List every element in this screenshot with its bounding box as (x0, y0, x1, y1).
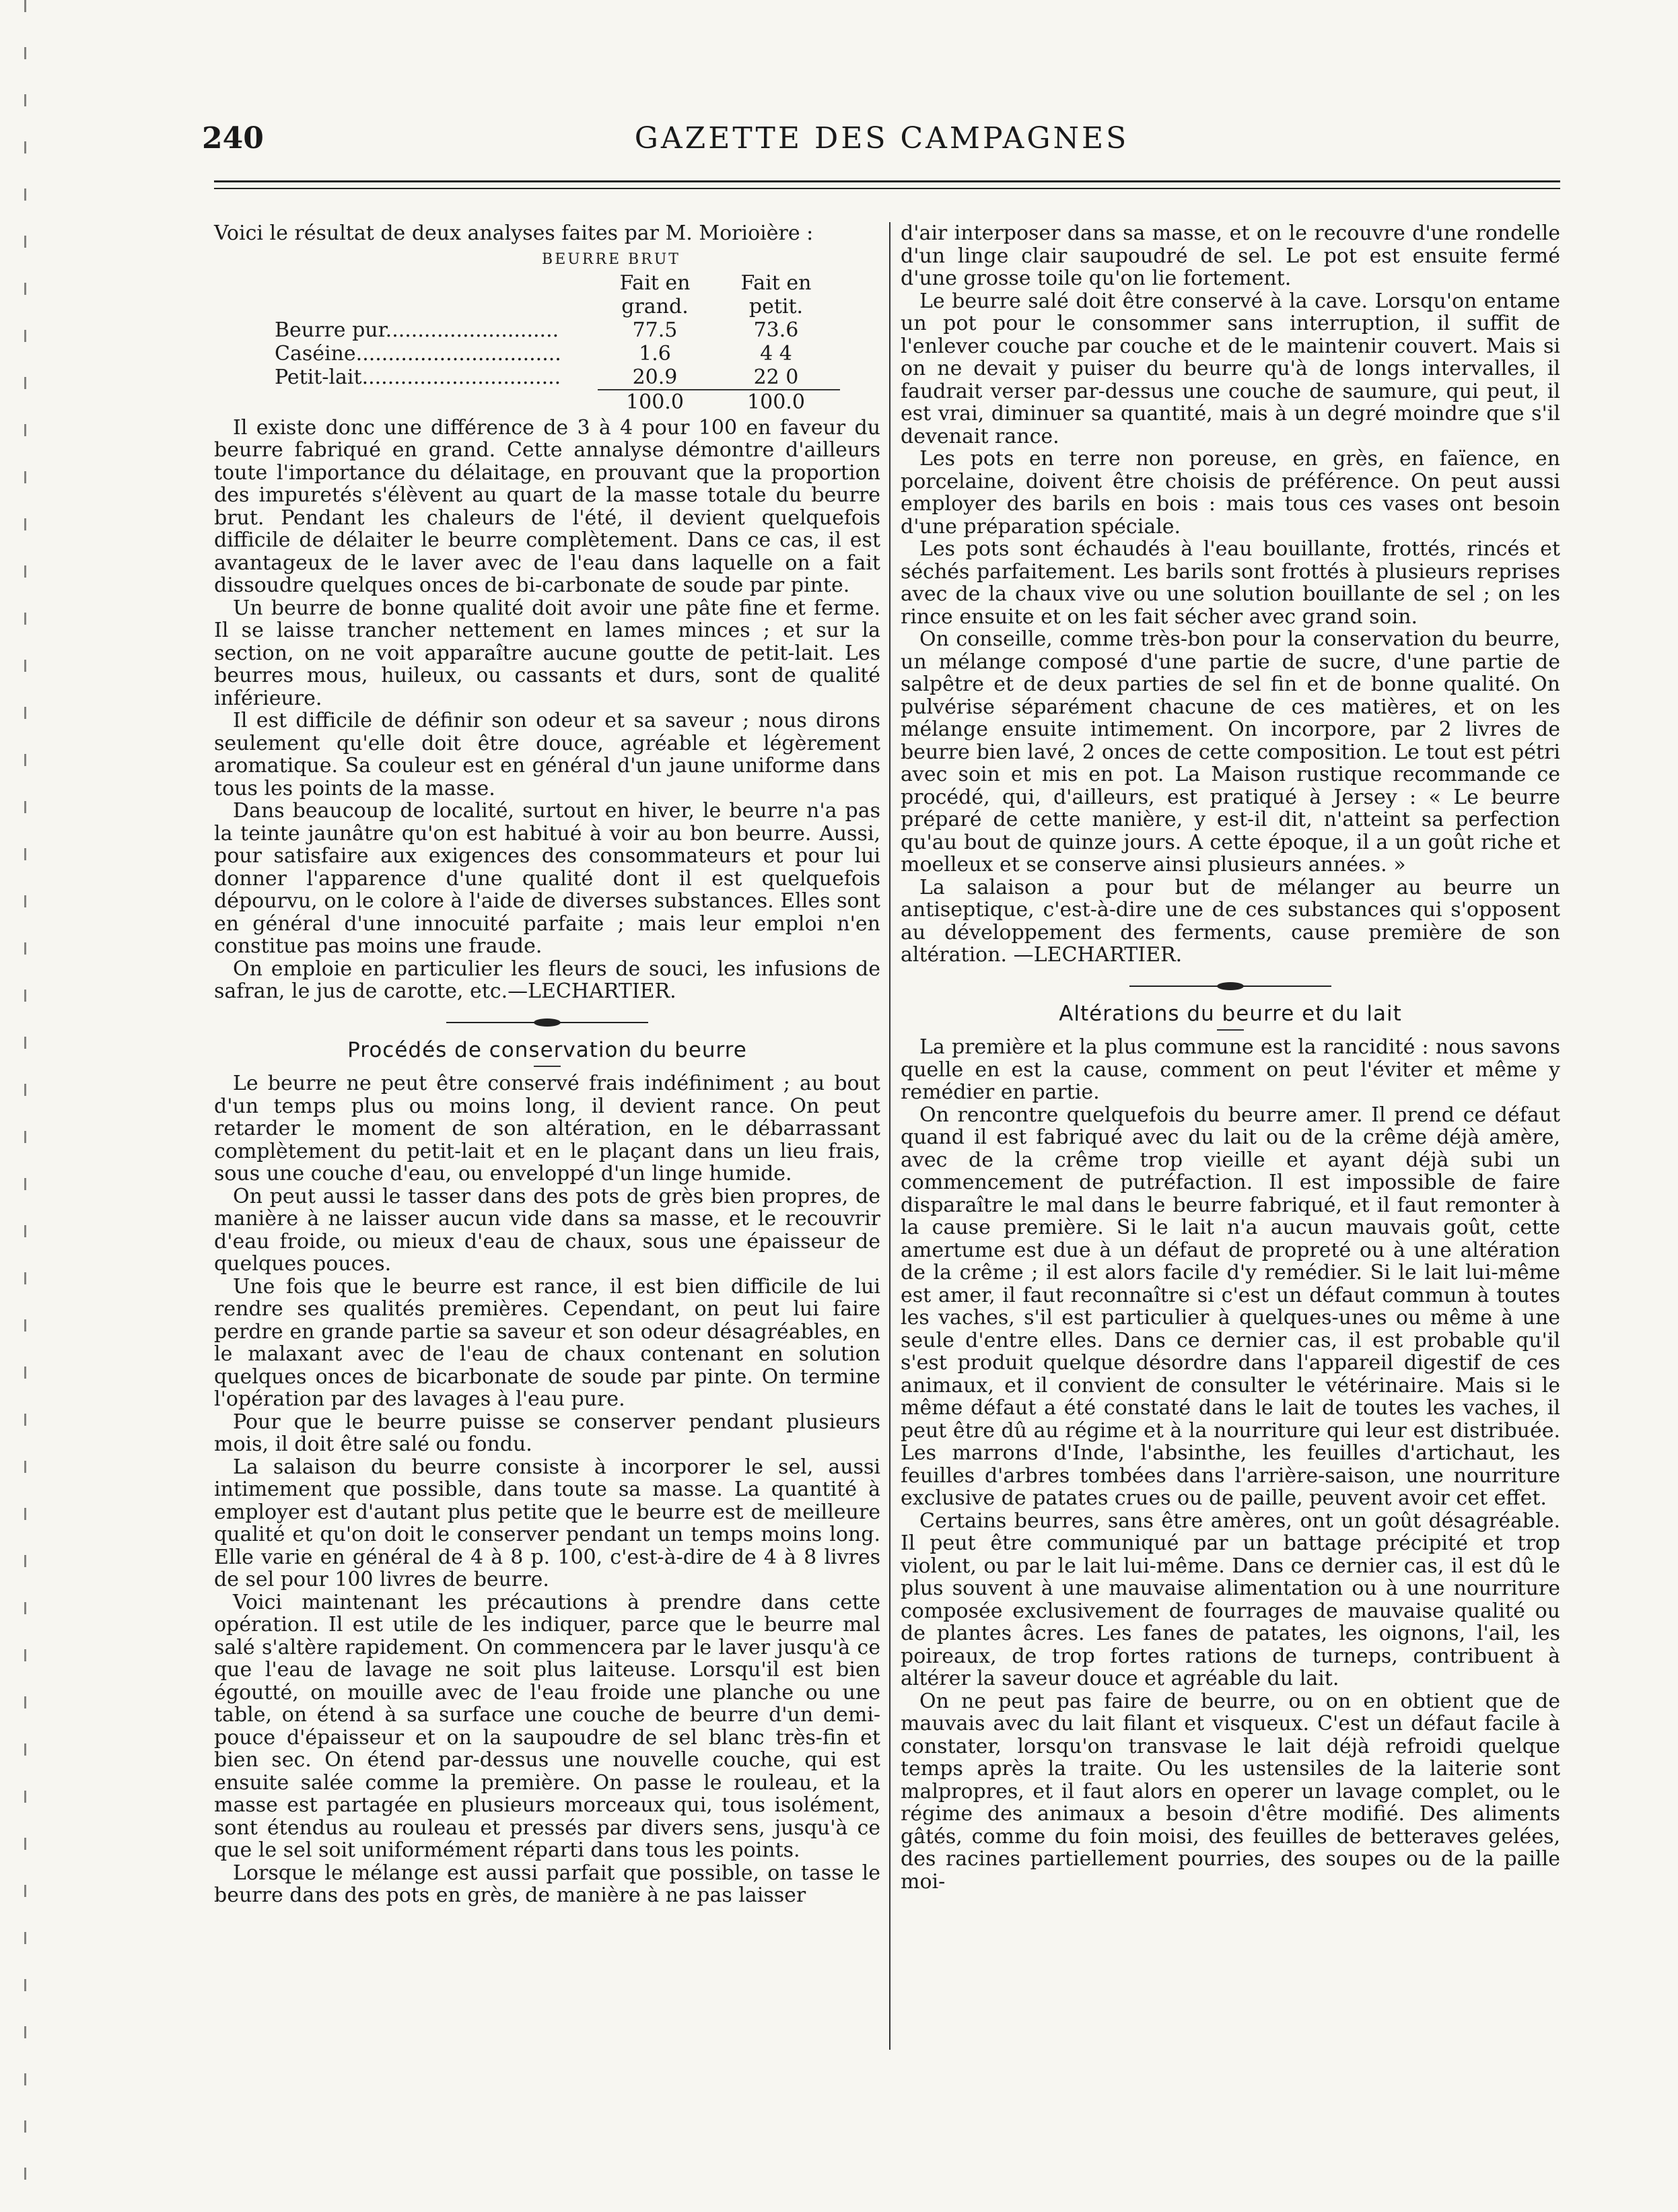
article-paragraph: On emploie en particulier les fleurs de souci, les infusions de safran, le jus de carotte, etc.—LECHARTIER. (214, 957, 880, 1003)
section-ornament (446, 1018, 648, 1027)
table-cell: 4 4 (760, 341, 792, 366)
article-paragraph: Un beurre de bonne qualité doit avoir une pâte fine et ferme. Il se laisse trancher nettement en lames minces ; et sur la section, on ne voit apparaître aucune goutte de petit-lait. Les beurres mous, huileux, ou cassants et durs, sont de qualité inférieure. (214, 596, 880, 710)
article-paragraph: Voici maintenant les précautions à prendre dans cette opération. Il est utile de les indiquer, parce que le beurre mal salé s'altère rapidement. On commencera par le laver jusqu'à ce que l'eau de lavage ne soit plus laiteuse. Lorsqu'il est bien égoutté, on mouille avec de l'eau froide une planche ou une table, on étend à sa surface une couche de beurre d'un demi-pouce d'épaisseur et on la saupoudre de sel blanc très-fin et bien sec. On étend par-dessus une nouvelle couche, qui est ensuite salée comme la première. On passe le rouleau, et la masse est partagée en plusieurs morceaux qui, tous isolément, sont étendus au rouleau et pressés par divers sens, jusqu'à ce que le sel soit uniformément réparti dans tous les points. (214, 1590, 880, 1862)
table-row-label: Petit-lait............................... (275, 365, 561, 389)
article-paragraph: La salaison a pour but de mélanger au beurre un antiseptique, c'est-à-dire une de ces substances qui s'opposent au développement des ferments, cause première de son altération. —LECHARTIER. (901, 875, 1560, 967)
article-paragraph: On peut aussi le tasser dans des pots de grès bien propres, de manière à ne laisser aucun vide dans sa masse, et le recouvrir d'eau froide, ou mieux d'eau de chaux, sous une épaisseur de quelques pouces. (214, 1184, 880, 1276)
page-header (202, 116, 1562, 163)
section-title: Altérations du beurre et du lait (1059, 1001, 1402, 1026)
table-cell: 22 0 (753, 365, 799, 389)
article-paragraph: Les pots en terre non poreuse, en grès, en faïence, en porcelaine, doivent être choisis de préférence. On peut aussi employer des barils en bois : mais tous ces vases ont besoin d'une préparation spéciale. (901, 447, 1560, 539)
article-paragraph: Il existe donc une différence de 3 à 4 pour 100 en faveur du beurre fabriqué en grand. Cette annalyse démontre d'ailleurs toute l'importance du délaitage, en prouvant que la proportion des impuretés s'élèvent au quart de la masse totale du beurre brut. Pendant les chaleurs de l'été, il devient quelquefois difficile de délaiter le beurre complètement. Dans ce cas, il est avantageux de le laver avec de l'eau dans laquelle on a fait dissoudre quelques onces de bi-carbonate de soude par pinte. (214, 415, 880, 597)
article-paragraph: Dans beaucoup de localité, surtout en hiver, le beurre n'a pas la teinte jaunâtre qu'on est habitué à voir au bon beurre. Aussi, pour satisfaire aux exigences des consommateurs et pour lui donner l'apparence d'une qualité dont il est quelquefois dépourvu, on le colore à l'aide de diverses substances. Elles sont en général d'une innocuité parfaite ; mais leur emploi n'en constitue pas moins une fraude. (214, 799, 880, 958)
right-column (901, 222, 1560, 1893)
header-rule (214, 180, 1560, 189)
table-cell: 20.9 (632, 365, 678, 389)
article-paragraph: La première et la plus commune est la rancidité : nous savons quelle en est la cause, comment on peut l'éviter et même y remédier en partie. (901, 1035, 1560, 1104)
article-paragraph: Les pots sont échaudés à l'eau bouillante, frottés, rincés et séchés parfaitement. Les barils sont frottés à plusieurs reprises avec de la chaux vive ou une solution bouillante de sel ; on les rince ensuite et on les fait sécher avec grand soin. (901, 537, 1560, 629)
table-cell: 77.5 (632, 318, 678, 342)
table-title: BEURRE BRUT (542, 250, 680, 268)
title-dash (1217, 1029, 1244, 1031)
title-dash (534, 1066, 561, 1067)
article-paragraph: On ne peut pas faire de beurre, ou on en obtient que de mauvais avec du lait filant et visqueux. C'est un défaut facile à constater, lorsqu'on transvase le lait déjà refroidi quelque temps après la traite. Ou les ustensiles de la laiterie sont malpropres, et il faut alors en operer un lavage complet, ou le régime des animaux a besoin d'être modifié. Des aliments gâtés, comme du foin moisi, des feuilles de betteraves gelées, des racines partiellement pourries, des soupes ou de la paille moi- (901, 1689, 1560, 1894)
article-paragraph: Le beurre ne peut être conservé frais indéfiniment ; au bout d'un temps plus ou moins long, il devient rance. On peut retarder le moment de son altération, en le débarrassant complètement du petit-lait et en le plaçant dans un lieu frais, sous une couche d'eau, ou enveloppé d'un linge humide. (214, 1072, 880, 1185)
intro-text: Voici le résultat de deux analyses faites par M. Morioière : (214, 221, 814, 245)
page-edge-mark (24, 0, 26, 2212)
article-paragraph: Pour que le beurre puisse se conserver pendant plusieurs mois, il doit être salé ou fondu. (214, 1410, 880, 1456)
table-row (275, 366, 840, 389)
table-row-label: Beurre pur........................... (275, 318, 559, 342)
table-total-cell: 100.0 (598, 389, 712, 414)
table-total-row (275, 389, 840, 414)
section-ornament (1129, 981, 1331, 991)
article-paragraph: Il est difficile de définir son odeur et sa saveur ; nous dirons seulement qu'elle doit être douce, agréable et légèrement aromatique. Sa couleur est en général d'un jaune uniforme dans tous les points de la masse. (214, 709, 880, 800)
column-divider (889, 222, 890, 2050)
table-header-row (275, 271, 840, 318)
page-number: 240 (202, 121, 264, 155)
article-paragraph: Une fois que le beurre est rance, il est bien difficile de lui rendre ses qualités premières. Cependant, on peut lui faire perdre en grande partie sa saveur et son odeur désagréables, en le malaxant avec de l'eau de chaux contenant en solution quelques onces de bicarbonate de soude par pinte. On termine l'opération par des lavages à l'eau pure. (214, 1274, 880, 1411)
article-paragraph: Lorsque le mélange est aussi parfait que possible, on tasse le beurre dans des pots en grès, de manière à ne pas laisser (214, 1861, 880, 1907)
section-title: Procédés de conservation du beurre (347, 1037, 747, 1062)
table-col1-header: Fait en grand. (619, 271, 691, 318)
running-title: GAZETTE DES CAMPAGNES (634, 121, 1129, 155)
table-row (275, 342, 840, 366)
article-paragraph: La salaison du beurre consiste à incorporer le sel, aussi intimement que possible, dans toute sa masse. La quantité à employer est d'autant plus petite que le beurre est de meilleure qualité et qu'on doit le conserver pendant un temps moins long. Elle varie en général de 4 à 8 p. 100, c'est-à-dire de 4 à 8 livres de sel pour 100 livres de beurre. (214, 1455, 880, 1591)
left-column (214, 222, 880, 1907)
article-paragraph: On conseille, comme très-bon pour la conservation du beurre, un mélange composé d'une partie de sucre, d'une partie de salpêtre et de deux parties de sel fin et de bonne qualité. On pulvérise séparément chacune de ces matières, et on les mélange ensuite intimement. On incorpore, par 2 livres de beurre bien lavé, 2 onces de cette composition. Le tout est pétri avec soin et mis en pot. La Maison rustique recommande ce procédé, qui, d'ailleurs, est pratiqué à Jersey : « Le beurre préparé de cette manière, y est-il dit, n'atteint sa perfection qu'au bout de quinze jours. A cette époque, il a un goût riche et moelleux et se conserve ainsi plusieurs années. » (901, 627, 1560, 876)
article-paragraph: d'air interposer dans sa masse, et on le recouvre d'une rondelle d'un linge clair saupoudré de sel. Le pot est ensuite fermé d'une grosse toile qu'on lie fortement. (901, 221, 1560, 290)
table-cell: 73.6 (753, 318, 799, 342)
article-paragraph: Le beurre salé doit être conservé à la cave. Lorsqu'on entame un pot pour le consommer sans interruption, il suffit de l'enlever couche par couche et de le maintenir couvert. Mais si on ne devait y puiser du beurre qu'à de longs intervalles, il faudrait verser par-dessus une couche de saumure, qui peut, il est vrai, diminuer sa quantité, mais à un degré moindre que s'il devenait rance. (901, 289, 1560, 448)
analysis-table (275, 248, 840, 414)
table-total-cell: 100.0 (712, 389, 840, 414)
table-row (275, 318, 840, 342)
article-paragraph: Certains beurres, sans être amères, ont un goût désagréable. Il peut être communiqué par un battage précipité et trop violent, ou par le lait lui-même. Dans ce dernier cas, il est dû le plus souvent à une mauvaise alimentation ou à une nourriture composée exclusivement de fourrages de mauvaise qualité ou de plantes âcres. Les fanes de patates, les oignons, l'ail, les poireaux, de trop fortes rations de turneps, contribuent à altérer la saveur douce et agréable du lait. (901, 1509, 1560, 1690)
table-row-label: Caséine................................ (275, 341, 561, 366)
table-cell: 1.6 (639, 341, 671, 366)
article-paragraph: On rencontre quelquefois du beurre amer. Il prend ce défaut quand il est fabriqué avec du lait ou de la crême déjà amère, avec de la crême trop vieille et ayant déjà subi un commencement de putréfaction. Il est impossible de faire disparaître le mal dans le beurre fabriqué, et il faut remonter à la cause première. Si le lait n'a aucun mauvais goût, cette amertume est due à un défaut de propreté ou à une altération de la crême ; il est alors facile d'y remédier. Si le lait lui-même est amer, il faut reconnaître si c'est un défaut commun à toutes les vaches, s'il est particulier à quelques-unes ou même à une seule d'entre elles. Dans ce dernier cas, il est probable qu'il s'est produit quelque désordre dans l'appareil digestif de ces animaux, et il convient de consulter le vétérinaire. Mais si le même défaut a été constaté dans le lait de toutes les vaches, il peut être dû au régime et à la nourriture qui leur est distribuée. Les marrons d'Inde, l'absinthe, les feuilles d'artichaut, les feuilles d'arbres tombées dans l'arrière-saison, une nourriture exclusive de patates crues ou de paille, peuvent avoir cet effet. (901, 1103, 1560, 1510)
table-col2-header: Fait en petit. (740, 271, 812, 318)
